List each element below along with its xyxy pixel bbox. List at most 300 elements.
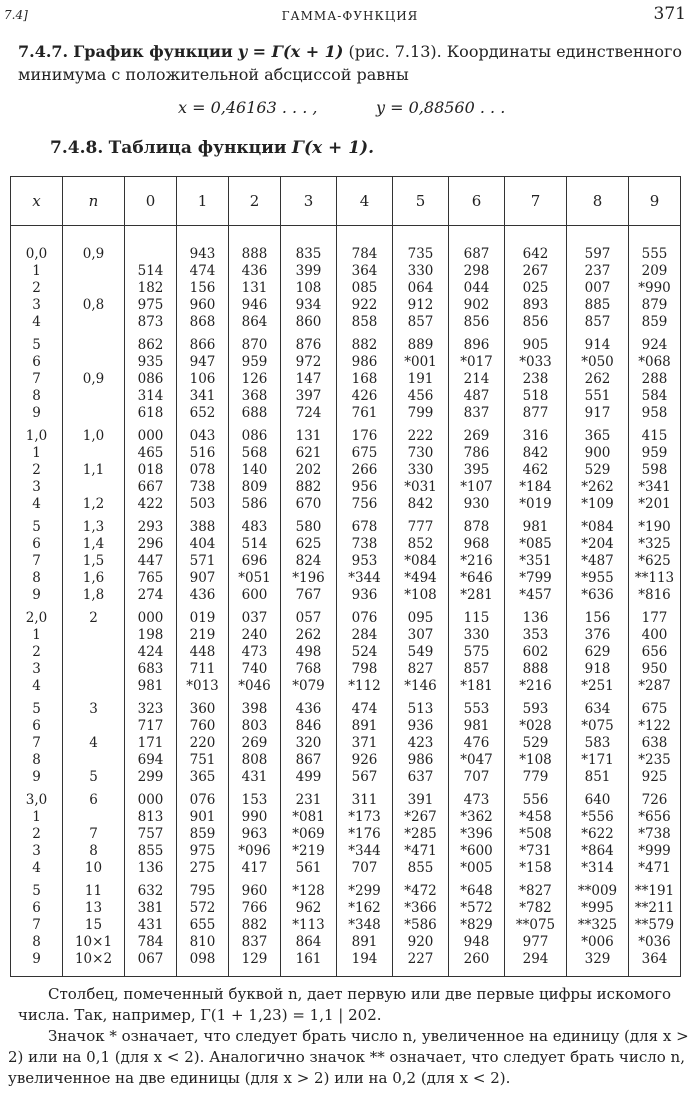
cell-value: 990 bbox=[241, 809, 268, 825]
cell-value: 0,0 bbox=[25, 246, 48, 262]
cell-value bbox=[125, 246, 176, 263]
cell-value: 575 bbox=[463, 644, 490, 660]
cell-value: 956 bbox=[351, 479, 378, 495]
table-cell bbox=[393, 604, 449, 695]
cell-value: *738 bbox=[638, 826, 671, 842]
cell-value: *625 bbox=[638, 553, 671, 569]
cell-value: 621 bbox=[295, 445, 322, 461]
cell-value: 618 bbox=[137, 405, 164, 421]
cell-value: 9 bbox=[32, 951, 41, 967]
cell-value: *069 bbox=[292, 826, 325, 842]
table-cell bbox=[567, 226, 629, 332]
cell-value: 768 bbox=[295, 661, 322, 677]
cell-value: *351 bbox=[519, 553, 552, 569]
cell-value: 198 bbox=[137, 627, 164, 643]
cell-value: *216 bbox=[519, 678, 552, 694]
cell-value: 8 bbox=[89, 843, 98, 859]
cell-value: 465 bbox=[137, 445, 164, 461]
cell-value: 960 bbox=[189, 297, 216, 313]
cell-value: 784 bbox=[351, 246, 378, 262]
cell-value: 968 bbox=[463, 536, 490, 552]
cell-value: 177 bbox=[641, 610, 668, 626]
cell-value: 972 bbox=[295, 354, 322, 370]
cell-value: 936 bbox=[351, 587, 378, 603]
cell-value: 889 bbox=[407, 337, 434, 353]
table-cell bbox=[229, 604, 281, 695]
cell-value: 6 bbox=[32, 900, 41, 916]
cell-value: *216 bbox=[460, 553, 493, 569]
cell-value: 986 bbox=[407, 752, 434, 768]
cell-value: *113 bbox=[292, 917, 325, 933]
cell-value: *204 bbox=[581, 536, 614, 552]
cell-value: 597 bbox=[584, 246, 611, 262]
cell-value: *006 bbox=[581, 934, 614, 950]
table-cell bbox=[177, 226, 229, 332]
table-cell bbox=[229, 786, 281, 877]
cell-value: *287 bbox=[638, 678, 671, 694]
table-cell bbox=[177, 513, 229, 604]
cell-value: 779 bbox=[522, 769, 549, 785]
cell-value: 738 bbox=[189, 479, 216, 495]
cell-value: 1,4 bbox=[82, 536, 105, 552]
cell-value: 1 bbox=[32, 627, 41, 643]
coord-y: y = 0,88560 . . . bbox=[376, 98, 506, 117]
table-cell bbox=[337, 226, 393, 332]
cell-value: *267 bbox=[404, 809, 437, 825]
cell-value: 1,6 bbox=[82, 570, 105, 586]
cell-value: 876 bbox=[295, 337, 322, 353]
cell-value: 738 bbox=[351, 536, 378, 552]
cell-value: 086 bbox=[241, 428, 268, 444]
cell-value: 859 bbox=[189, 826, 216, 842]
cell-value: 707 bbox=[463, 769, 490, 785]
cell-value: *033 bbox=[519, 354, 552, 370]
cell-value: 364 bbox=[641, 951, 668, 967]
cell-value: 417 bbox=[241, 860, 268, 876]
cell-value: *396 bbox=[460, 826, 493, 842]
cell-value: **009 bbox=[577, 883, 618, 899]
cell-value: 756 bbox=[351, 496, 378, 512]
table-cell bbox=[281, 226, 337, 332]
cell-value: 3,0 bbox=[25, 792, 48, 808]
cell-value: 920 bbox=[407, 934, 434, 950]
cell-value: 977 bbox=[522, 934, 549, 950]
table-cell bbox=[505, 786, 567, 877]
table-cell bbox=[11, 604, 63, 695]
cell-value: 959 bbox=[241, 354, 268, 370]
col-header: 8 bbox=[567, 177, 629, 226]
cell-value: 7 bbox=[32, 917, 41, 933]
gamma-table bbox=[10, 176, 681, 977]
cell-value: *471 bbox=[404, 843, 437, 859]
section-text: Координаты единственного минимума с положительной абсциссой равны bbox=[18, 42, 682, 84]
table-cell bbox=[337, 695, 393, 786]
cell-value: 136 bbox=[522, 610, 549, 626]
cell-value: 260 bbox=[463, 951, 490, 967]
cell-value: 085 bbox=[351, 280, 378, 296]
table-cell bbox=[63, 695, 125, 786]
cell-value: 514 bbox=[137, 263, 164, 279]
cell-value: *285 bbox=[404, 826, 437, 842]
cell-value: 4 bbox=[32, 678, 41, 694]
cell-value: 936 bbox=[407, 718, 434, 734]
cell-value: **075 bbox=[515, 917, 556, 933]
table-cell bbox=[505, 226, 567, 332]
cell-value: 8 bbox=[32, 934, 41, 950]
table-cell bbox=[337, 877, 393, 977]
cell-value: 365 bbox=[189, 769, 216, 785]
cell-value: 837 bbox=[463, 405, 490, 421]
cell-value: 7 bbox=[32, 553, 41, 569]
cell-value: 219 bbox=[189, 627, 216, 643]
cell-value: 15 bbox=[84, 917, 103, 933]
cell-value: 551 bbox=[584, 388, 611, 404]
cell-value: 893 bbox=[522, 297, 549, 313]
table-cell bbox=[11, 877, 63, 977]
cell-value: 231 bbox=[295, 792, 322, 808]
cell-value: *176 bbox=[348, 826, 381, 842]
cell-value: 2 bbox=[32, 826, 41, 842]
cell-value: 556 bbox=[522, 792, 549, 808]
table-cell bbox=[505, 604, 567, 695]
cell-value: 269 bbox=[463, 428, 490, 444]
cell-value: 436 bbox=[189, 587, 216, 603]
cell-value: 095 bbox=[407, 610, 434, 626]
cell-value: 391 bbox=[407, 792, 434, 808]
cell-value: 917 bbox=[584, 405, 611, 421]
section-7-4-7 bbox=[18, 40, 688, 86]
cell-value: 2 bbox=[32, 644, 41, 660]
cell-value: 11 bbox=[84, 883, 103, 899]
cell-value: 126 bbox=[241, 371, 268, 387]
cell-value: 395 bbox=[463, 462, 490, 478]
cell-value: 462 bbox=[522, 462, 549, 478]
table-cell bbox=[125, 331, 177, 422]
cell-value: 584 bbox=[641, 388, 668, 404]
col-header: 4 bbox=[337, 177, 393, 226]
cell-value: 948 bbox=[463, 934, 490, 950]
cell-value: 161 bbox=[295, 951, 322, 967]
cell-value: 717 bbox=[137, 718, 164, 734]
table-cell bbox=[125, 695, 177, 786]
cell-value: 376 bbox=[584, 627, 611, 643]
cell-value: 131 bbox=[241, 280, 268, 296]
cell-value: 364 bbox=[351, 263, 378, 279]
table-cell bbox=[449, 422, 505, 513]
cell-value: 868 bbox=[189, 314, 216, 330]
cell-value: 13 bbox=[84, 900, 103, 916]
cell-value: 835 bbox=[295, 246, 322, 262]
cell-value: 10×1 bbox=[74, 934, 113, 950]
table-cell bbox=[11, 226, 63, 332]
cell-value: 813 bbox=[137, 809, 164, 825]
cell-value: 529 bbox=[584, 462, 611, 478]
cell-value: 182 bbox=[137, 280, 164, 296]
cell-value bbox=[63, 405, 124, 422]
cell-value: 857 bbox=[584, 314, 611, 330]
cell-value: 284 bbox=[351, 627, 378, 643]
cell-value: 1,0 bbox=[25, 428, 48, 444]
cell-value: 580 bbox=[295, 519, 322, 535]
cell-value: 6 bbox=[89, 792, 98, 808]
cell-value: 399 bbox=[295, 263, 322, 279]
cell-value: *162 bbox=[348, 900, 381, 916]
cell-value: 857 bbox=[463, 661, 490, 677]
cell-value: 943 bbox=[189, 246, 216, 262]
cell-value: 798 bbox=[351, 661, 378, 677]
cell-value: 397 bbox=[295, 388, 322, 404]
cell-value: 851 bbox=[584, 769, 611, 785]
cell-value: 388 bbox=[189, 519, 216, 535]
cell-value: 867 bbox=[295, 752, 322, 768]
cell-value: *457 bbox=[519, 587, 552, 603]
cell-value: 5 bbox=[32, 519, 41, 535]
cell-value: 0,9 bbox=[82, 371, 105, 387]
cell-value: 043 bbox=[189, 428, 216, 444]
cell-value: *112 bbox=[348, 678, 381, 694]
cell-value: 888 bbox=[522, 661, 549, 677]
table-cell bbox=[337, 604, 393, 695]
cell-value: 044 bbox=[463, 280, 490, 296]
cell-value: 675 bbox=[641, 701, 668, 717]
cell-value: *262 bbox=[581, 479, 614, 495]
cell-value: 885 bbox=[584, 297, 611, 313]
col-header: 1 bbox=[177, 177, 229, 226]
cell-value: 882 bbox=[351, 337, 378, 353]
table-body bbox=[11, 226, 681, 977]
cell-value: 862 bbox=[137, 337, 164, 353]
cell-value bbox=[63, 752, 124, 769]
cell-value: 299 bbox=[137, 769, 164, 785]
cell-value: 320 bbox=[295, 735, 322, 751]
cell-value: 294 bbox=[522, 951, 549, 967]
cell-value: 882 bbox=[241, 917, 268, 933]
header-row bbox=[11, 177, 681, 226]
table-cell bbox=[449, 513, 505, 604]
cell-value: 683 bbox=[137, 661, 164, 677]
running-title: ГАММА-ФУНКЦИЯ bbox=[281, 9, 419, 23]
table-cell bbox=[281, 422, 337, 513]
cell-value: 000 bbox=[137, 610, 164, 626]
cell-value: 960 bbox=[241, 883, 268, 899]
cell-value: 678 bbox=[351, 519, 378, 535]
cell-value: 140 bbox=[241, 462, 268, 478]
cell-value: 7 bbox=[32, 371, 41, 387]
cell-value: *648 bbox=[460, 883, 493, 899]
cell-value: 958 bbox=[641, 405, 668, 421]
cell-value: *251 bbox=[581, 678, 614, 694]
cell-value: 6 bbox=[32, 536, 41, 552]
cell-value: 176 bbox=[351, 428, 378, 444]
cell-value: *458 bbox=[519, 809, 552, 825]
cell-value: 529 bbox=[522, 735, 549, 751]
table-cell bbox=[505, 422, 567, 513]
cell-value: *019 bbox=[519, 496, 552, 512]
cell-value: 947 bbox=[189, 354, 216, 370]
cell-value: 842 bbox=[407, 496, 434, 512]
cell-value: 846 bbox=[295, 718, 322, 734]
cell-value: 371 bbox=[351, 735, 378, 751]
cell-value: 487 bbox=[463, 388, 490, 404]
table-cell bbox=[281, 695, 337, 786]
cell-value: 4 bbox=[32, 860, 41, 876]
table-cell bbox=[63, 331, 125, 422]
col-header: 5 bbox=[393, 177, 449, 226]
cell-value: 638 bbox=[641, 735, 668, 751]
cell-value: 503 bbox=[189, 496, 216, 512]
cell-value: *196 bbox=[292, 570, 325, 586]
cell-value: 9 bbox=[32, 769, 41, 785]
cell-value: 064 bbox=[407, 280, 434, 296]
cell-value: *051 bbox=[238, 570, 271, 586]
table-cell bbox=[337, 331, 393, 422]
cell-value: 323 bbox=[137, 701, 164, 717]
cell-value: 499 bbox=[295, 769, 322, 785]
cell-value: 1,3 bbox=[82, 519, 105, 535]
note-n-column: Столбец, помеченный буквой n, дает первую или две первые цифры искомого числа. Так, например, Γ(1 + 1,23) = 1,1 | 202. bbox=[18, 985, 672, 1024]
cell-value: 866 bbox=[189, 337, 216, 353]
table-cell bbox=[449, 786, 505, 877]
cell-value: 852 bbox=[407, 536, 434, 552]
cell-value bbox=[63, 627, 124, 644]
section-number: 7.4.7. bbox=[18, 42, 69, 61]
cell-value: *109 bbox=[581, 496, 614, 512]
cell-value: *068 bbox=[638, 354, 671, 370]
cell-value bbox=[63, 809, 124, 826]
cell-value: *799 bbox=[519, 570, 552, 586]
table-cell bbox=[629, 786, 681, 877]
table-cell bbox=[63, 604, 125, 695]
cell-value: *366 bbox=[404, 900, 437, 916]
cell-value: 448 bbox=[189, 644, 216, 660]
cell-value: 655 bbox=[189, 917, 216, 933]
cell-value: *128 bbox=[292, 883, 325, 899]
cell-value: 266 bbox=[351, 462, 378, 478]
table-cell bbox=[505, 513, 567, 604]
cell-value: 878 bbox=[463, 519, 490, 535]
cell-value: *050 bbox=[581, 354, 614, 370]
table-row-group bbox=[11, 226, 681, 332]
note-asterisk: Значок * означает, что следует брать число n, увеличенное на единицу (для x > 2) или на 0,1 (для x < 2). Аналогично значок ** означает, что следует брать число n, увеличенное на две единицы (для x > 2) или на 0,2 (для x < 2). bbox=[8, 1027, 689, 1087]
cell-value: 766 bbox=[241, 900, 268, 916]
cell-value: 2 bbox=[89, 610, 98, 626]
cell-value: 784 bbox=[137, 934, 164, 950]
cell-value: 415 bbox=[641, 428, 668, 444]
table-row-group bbox=[11, 422, 681, 513]
cell-value: *864 bbox=[581, 843, 614, 859]
cell-value: 018 bbox=[137, 462, 164, 478]
cell-value: 3 bbox=[89, 701, 98, 717]
table-cell bbox=[281, 877, 337, 977]
table-cell bbox=[449, 226, 505, 332]
cell-value: *084 bbox=[581, 519, 614, 535]
table-cell bbox=[177, 331, 229, 422]
cell-value: 688 bbox=[241, 405, 268, 421]
cell-value: 882 bbox=[295, 479, 322, 495]
table-cell bbox=[63, 786, 125, 877]
cell-value: 930 bbox=[463, 496, 490, 512]
cell-value: 267 bbox=[522, 263, 549, 279]
cell-value: 902 bbox=[463, 297, 490, 313]
cell-value: 572 bbox=[189, 900, 216, 916]
cell-value: 735 bbox=[407, 246, 434, 262]
cell-value: *201 bbox=[638, 496, 671, 512]
cell-value: 837 bbox=[241, 934, 268, 950]
cell-value: 5 bbox=[89, 769, 98, 785]
col-header: 0 bbox=[125, 177, 177, 226]
col-header: 3 bbox=[281, 177, 337, 226]
cell-value: 2,0 bbox=[25, 610, 48, 626]
cell-value bbox=[63, 263, 124, 280]
cell-value: 518 bbox=[522, 388, 549, 404]
table-cell bbox=[629, 695, 681, 786]
cell-value: 656 bbox=[641, 644, 668, 660]
cell-value: *622 bbox=[581, 826, 614, 842]
table-row-group bbox=[11, 786, 681, 877]
table-cell bbox=[567, 604, 629, 695]
cell-value: 476 bbox=[463, 735, 490, 751]
cell-value: 962 bbox=[295, 900, 322, 916]
cell-value: 156 bbox=[189, 280, 216, 296]
cell-value: 795 bbox=[189, 883, 216, 899]
table-cell bbox=[11, 786, 63, 877]
table-cell bbox=[629, 877, 681, 977]
cell-value: 10 bbox=[84, 860, 103, 876]
table-cell bbox=[393, 331, 449, 422]
cell-value: 1,0 bbox=[82, 428, 105, 444]
cell-value: 341 bbox=[189, 388, 216, 404]
cell-value: 262 bbox=[295, 627, 322, 643]
table-cell bbox=[177, 786, 229, 877]
cell-value: 330 bbox=[407, 462, 434, 478]
cell-value: 067 bbox=[137, 951, 164, 967]
cell-value: 431 bbox=[241, 769, 268, 785]
cell-value: *344 bbox=[348, 570, 381, 586]
cell-value: *184 bbox=[519, 479, 552, 495]
table-cell bbox=[393, 877, 449, 977]
section-ref: 7.4] bbox=[4, 8, 28, 22]
cell-value: *827 bbox=[519, 883, 552, 899]
cell-value: 896 bbox=[463, 337, 490, 353]
cell-value bbox=[63, 280, 124, 297]
table-cell bbox=[337, 513, 393, 604]
table-cell bbox=[337, 422, 393, 513]
cell-value bbox=[63, 314, 124, 331]
table-cell bbox=[11, 513, 63, 604]
cell-value: 2 bbox=[32, 280, 41, 296]
cell-value: 3 bbox=[32, 661, 41, 677]
cell-value: *046 bbox=[238, 678, 271, 694]
cell-value bbox=[63, 388, 124, 405]
cell-value: 5 bbox=[32, 883, 41, 899]
cell-value: 549 bbox=[407, 644, 434, 660]
cell-value: *017 bbox=[460, 354, 493, 370]
cell-value: 757 bbox=[137, 826, 164, 842]
cell-value: 912 bbox=[407, 297, 434, 313]
cell-value: 171 bbox=[137, 735, 164, 751]
cell-value: 877 bbox=[522, 405, 549, 421]
col-header: x bbox=[11, 177, 63, 226]
cell-value: *190 bbox=[638, 519, 671, 535]
cell-value: *472 bbox=[404, 883, 437, 899]
cell-value: 431 bbox=[137, 917, 164, 933]
cell-value: *646 bbox=[460, 570, 493, 586]
cell-value: 240 bbox=[241, 627, 268, 643]
cell-value: *108 bbox=[404, 587, 437, 603]
cell-value: *572 bbox=[460, 900, 493, 916]
cell-value: 907 bbox=[189, 570, 216, 586]
cell-value: 426 bbox=[351, 388, 378, 404]
